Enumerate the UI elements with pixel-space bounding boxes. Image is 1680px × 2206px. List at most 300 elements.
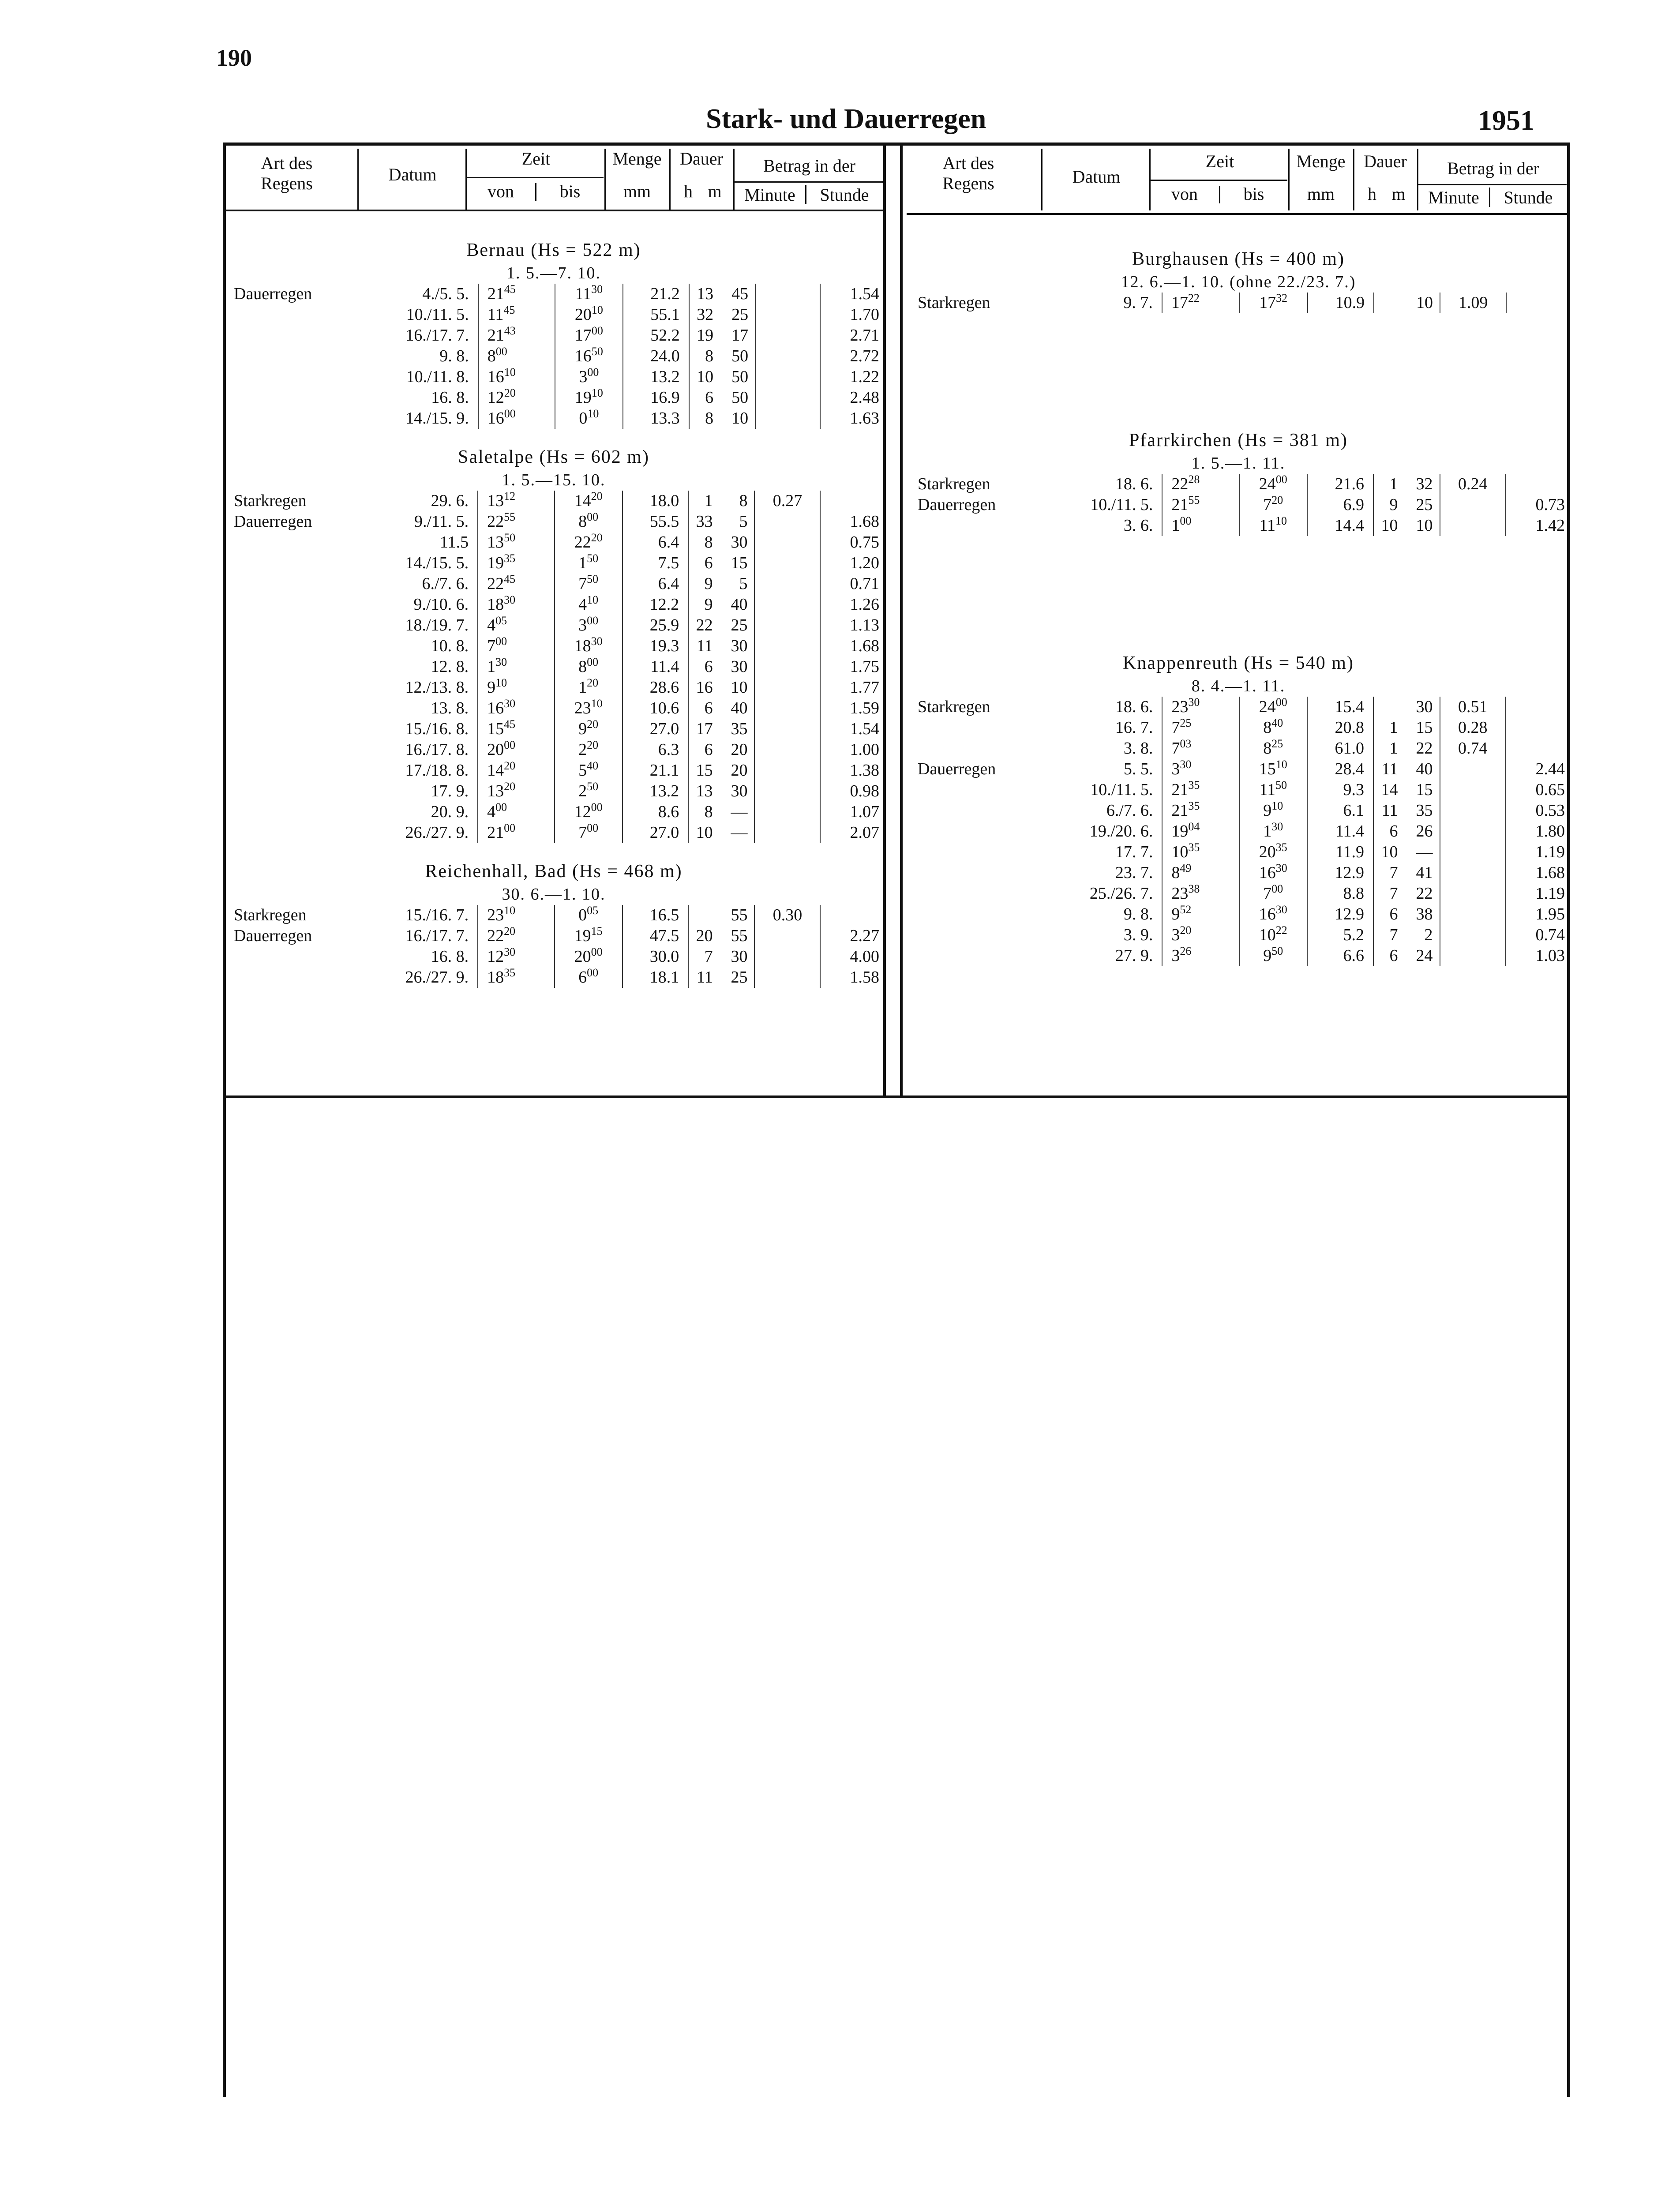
header-dauer: Dauer — [1364, 151, 1407, 171]
cell-bis-minute: 32 — [1276, 292, 1288, 304]
frame-section-line — [223, 1095, 1570, 1098]
cell-dauer-m: 30 — [731, 657, 748, 676]
cell-von-hour: 19 — [487, 554, 504, 572]
cell-menge: 11.4 — [1307, 821, 1373, 842]
cell-dauer-m: 30 — [731, 947, 748, 966]
right-column — [907, 143, 1570, 1095]
cell-datum: 3. 6. — [1123, 516, 1153, 535]
cell-bis-hour: 19 — [574, 927, 591, 945]
cell-datum: 26./27. 9. — [405, 823, 469, 842]
cell-datum: 18. 6. — [1115, 698, 1153, 716]
cell-von-hour: 21 — [1171, 495, 1189, 514]
cell-dauer-m: 5 — [739, 574, 748, 593]
cell-menge: 7.5 — [622, 553, 689, 574]
cell-stunde — [1506, 293, 1570, 313]
cell-menge: 6.4 — [622, 574, 689, 594]
cell-dauer-m: 38 — [1416, 905, 1433, 923]
station-pfarrkirchen — [907, 428, 1570, 536]
cell-bis — [1239, 863, 1307, 883]
table-row — [223, 946, 885, 967]
station-knappenreuth — [907, 651, 1570, 966]
cell-dauer-h: 11 — [1373, 800, 1402, 821]
cell-art — [223, 822, 366, 843]
header-mm: mm — [623, 181, 651, 201]
cell-von — [1162, 925, 1239, 945]
cell-bis — [1239, 904, 1307, 925]
cell-art: Starkregen — [918, 475, 990, 493]
cell-minute — [1440, 863, 1506, 883]
cell-art — [223, 781, 366, 802]
cell-stunde: 1.63 — [820, 408, 885, 429]
cell-art — [223, 325, 367, 346]
cell-bis-minute: 00 — [1271, 882, 1283, 895]
cell-von — [478, 511, 555, 532]
cell-bis-minute: 50 — [1275, 779, 1287, 792]
cell-bis-minute: 40 — [1271, 717, 1283, 729]
cell-datum: 9. 7. — [1123, 293, 1153, 312]
page-year: 1951 — [1478, 105, 1534, 136]
cell-von-hour: 13 — [487, 533, 504, 552]
cell-dauer-m: 35 — [731, 720, 748, 738]
station-rows — [223, 284, 885, 429]
header-von: von — [488, 181, 514, 201]
cell-von — [1162, 904, 1239, 925]
cell-bis-minute: 50 — [587, 552, 599, 565]
table-row — [907, 925, 1570, 945]
cell-bis — [1239, 821, 1307, 842]
cell-stunde: 1.68 — [820, 511, 885, 532]
cell-von-hour: 1 — [487, 657, 496, 676]
cell-stunde — [1506, 717, 1570, 738]
cell-bis — [555, 967, 622, 988]
cell-bis — [555, 553, 622, 574]
cell-datum: 17. 7. — [1115, 843, 1153, 861]
cell-dauer-m: 40 — [731, 595, 748, 614]
table-row — [907, 717, 1570, 738]
cell-von-hour: 21 — [1171, 780, 1189, 799]
cell-dauer-m: 30 — [1416, 698, 1433, 716]
header-bottom-rule — [223, 210, 885, 211]
cell-von-hour: 13 — [487, 491, 504, 510]
table-row — [907, 759, 1570, 780]
cell-dauer-m: 10 — [731, 409, 749, 428]
cell-von-hour: 16 — [487, 699, 504, 717]
cell-bis — [555, 574, 622, 594]
cell-bis-hour: 22 — [574, 533, 591, 552]
header-stunde: Stunde — [820, 185, 869, 205]
table-row — [223, 511, 885, 532]
cell-datum: 5. 5. — [1123, 760, 1153, 778]
cell-menge: 12.2 — [622, 594, 689, 615]
cell-von — [1162, 495, 1239, 515]
cell-art — [223, 615, 366, 636]
cell-bis-hour: 11 — [575, 285, 592, 303]
cell-dauer-h: 11 — [688, 636, 717, 657]
cell-art: Starkregen — [234, 491, 307, 510]
cell-bis-hour: 24 — [1259, 698, 1276, 716]
cell-art — [907, 904, 1050, 925]
cell-bis-minute: 20 — [591, 490, 603, 503]
cell-von — [478, 387, 555, 408]
station-name: Burghausen (Hs = 400 m) — [1132, 249, 1345, 269]
table-row — [223, 615, 885, 636]
cell-von — [478, 636, 555, 657]
header-betrag: Betrag in der — [763, 156, 855, 176]
cell-minute: 0.27 — [754, 491, 820, 511]
cell-bis-minute: 15 — [591, 925, 603, 938]
cell-art — [907, 945, 1050, 966]
cell-bis-hour: 17 — [574, 326, 592, 345]
cell-bis-hour: 8 — [1263, 739, 1272, 758]
cell-bis-minute: 10 — [591, 386, 603, 399]
cell-bis-hour: 24 — [1259, 475, 1276, 493]
cell-minute — [1440, 883, 1506, 904]
cell-menge: 8.6 — [622, 802, 689, 822]
cell-dauer-h: 33 — [688, 511, 717, 532]
cell-art — [907, 925, 1050, 945]
cell-dauer-h: 32 — [689, 304, 718, 325]
cell-dauer-m: 40 — [731, 699, 748, 717]
cell-menge: 12.9 — [1307, 904, 1373, 925]
cell-von — [1162, 780, 1239, 800]
cell-datum: 9./11. 5. — [414, 512, 469, 531]
cell-bis-minute: 30 — [591, 283, 603, 296]
cell-datum: 6./7. 6. — [1106, 801, 1153, 820]
table-row — [223, 532, 885, 553]
cell-bis-hour: 10 — [1259, 926, 1276, 944]
cell-datum: 18./19. 7. — [405, 616, 469, 634]
cell-stunde: 0.53 — [1506, 800, 1570, 821]
cell-bis — [555, 304, 623, 325]
cell-stunde: 1.19 — [1506, 842, 1570, 863]
cell-dauer-m: 45 — [731, 285, 749, 303]
cell-von-minute: 00 — [504, 407, 516, 420]
cell-bis — [555, 926, 622, 946]
cell-von — [478, 657, 555, 677]
cell-menge: 11.4 — [622, 657, 689, 677]
cell-dauer-h: 6 — [688, 553, 717, 574]
header-h: h — [684, 181, 693, 201]
cell-stunde: 1.03 — [1506, 945, 1570, 966]
cell-von — [478, 284, 555, 304]
cell-von-minute: 10 — [504, 904, 516, 917]
cell-von-hour: 23 — [1171, 698, 1189, 716]
cell-art — [907, 780, 1050, 800]
cell-stunde: 1.20 — [820, 553, 885, 574]
cell-menge: 27.0 — [622, 822, 689, 843]
cell-menge: 6.3 — [622, 739, 689, 760]
cell-datum: 12./13. 8. — [405, 678, 469, 697]
cell-dauer-h: 6 — [688, 698, 717, 719]
cell-art — [223, 698, 366, 719]
cell-von-minute: 25 — [1180, 717, 1192, 729]
left-column — [223, 143, 885, 1095]
cell-von-hour: 11 — [487, 305, 504, 324]
cell-dauer-m: 50 — [731, 388, 749, 407]
cell-dauer-h: 11 — [688, 967, 717, 988]
header-minute: Minute — [744, 185, 795, 205]
cell-datum: 19./20. 6. — [1089, 822, 1153, 840]
cell-dauer-m: 25 — [731, 305, 749, 324]
cell-bis-minute: 10 — [587, 593, 599, 606]
cell-art — [907, 863, 1050, 883]
header-datum: Datum — [1072, 167, 1121, 187]
cell-menge: 13.3 — [623, 408, 689, 429]
table-row — [223, 491, 885, 511]
cell-von — [1162, 293, 1239, 313]
cell-bis-minute: 40 — [587, 759, 599, 772]
cell-minute — [754, 594, 820, 615]
cell-von-hour: 21 — [487, 326, 504, 345]
table-row — [223, 636, 885, 657]
cell-dauer-m: — — [731, 803, 748, 821]
cell-dauer-h: 9 — [688, 574, 717, 594]
header-bis: bis — [559, 181, 581, 201]
cell-dauer-h: 6 — [689, 387, 718, 408]
cell-stunde — [1506, 738, 1570, 759]
table-row — [223, 408, 885, 429]
left-header — [223, 143, 885, 211]
cell-von-hour: 18 — [487, 595, 504, 614]
cell-art — [223, 408, 367, 429]
cell-minute — [754, 677, 820, 698]
cell-dauer-m: 30 — [731, 533, 748, 552]
cell-menge: 52.2 — [623, 325, 689, 346]
cell-bis-minute: 10 — [1275, 758, 1287, 771]
station-rows — [907, 293, 1570, 313]
cell-von — [478, 615, 555, 636]
cell-datum: 14./15. 5. — [405, 554, 469, 572]
cell-menge: 28.4 — [1307, 759, 1373, 780]
cell-von-hour: 8 — [487, 347, 496, 365]
cell-datum: 3. 8. — [1123, 739, 1153, 758]
cell-art — [907, 738, 1050, 759]
table-row — [223, 677, 885, 698]
cell-bis-hour: 16 — [1259, 863, 1276, 882]
station-period: 1. 5.—15. 10. — [502, 471, 606, 489]
cell-bis-hour: 4 — [578, 595, 587, 614]
cell-von-minute: 45 — [504, 573, 516, 585]
cell-bis-minute: 30 — [1271, 820, 1283, 833]
cell-bis-hour: 19 — [574, 388, 592, 407]
cell-von-minute: 50 — [504, 531, 516, 544]
cell-bis — [1239, 697, 1307, 717]
cell-von-minute: 52 — [1180, 903, 1192, 916]
cell-bis-minute: 00 — [587, 966, 599, 979]
cell-dauer-h: 10 — [1373, 515, 1402, 536]
cell-stunde: 1.42 — [1506, 515, 1570, 536]
cell-bis — [1239, 759, 1307, 780]
cell-bis-hour: 9 — [1263, 946, 1272, 965]
cell-von — [478, 719, 555, 739]
cell-bis-hour: 17 — [1259, 293, 1276, 312]
header-art: Art des Regens — [942, 153, 994, 193]
cell-stunde: 1.68 — [1506, 863, 1570, 883]
cell-bis-hour: 6 — [578, 968, 587, 987]
cell-minute: 0.51 — [1440, 697, 1506, 717]
header-zeit-rule — [467, 177, 604, 178]
cell-menge: 20.8 — [1307, 717, 1373, 738]
cell-dauer-m: 2 — [1424, 926, 1433, 944]
cell-art: Dauerregen — [234, 512, 312, 531]
cell-datum: 27. 9. — [1115, 946, 1153, 965]
cell-minute — [1440, 759, 1506, 780]
cell-dauer-m: 22 — [1416, 739, 1433, 758]
frame-mid-line-b — [900, 143, 903, 1095]
cell-von — [478, 346, 555, 367]
cell-bis — [555, 325, 623, 346]
cell-bis — [1239, 883, 1307, 904]
header-divider — [1041, 149, 1042, 210]
cell-dauer-h — [1374, 293, 1402, 313]
cell-von — [1162, 800, 1239, 821]
table-row — [223, 760, 885, 781]
cell-dauer-m: 30 — [731, 782, 748, 800]
cell-dauer-h: 10 — [689, 367, 718, 387]
cell-bis — [555, 636, 622, 657]
cell-von-minute: 20 — [504, 386, 516, 399]
cell-von-minute: 35 — [504, 552, 516, 565]
cell-bis — [555, 802, 622, 822]
cell-bis — [555, 677, 622, 698]
cell-dauer-h: 1 — [1373, 738, 1402, 759]
cell-datum: 16. 8. — [431, 388, 469, 407]
cell-bis — [1239, 842, 1307, 863]
cell-art — [907, 821, 1050, 842]
cell-bis — [555, 615, 622, 636]
cell-datum: 16. 7. — [1115, 718, 1153, 737]
cell-menge: 18.1 — [622, 967, 689, 988]
cell-bis-minute: 25 — [1271, 737, 1283, 750]
table-row — [223, 905, 885, 926]
cell-datum: 14./15. 9. — [405, 409, 469, 428]
station-period: 8. 4.—1. 11. — [1191, 677, 1286, 695]
right-body — [907, 231, 1570, 966]
cell-menge: 6.1 — [1307, 800, 1373, 821]
cell-bis-hour: 11 — [1259, 516, 1276, 535]
cell-von-hour: 9 — [1171, 905, 1180, 923]
cell-von-hour: 21 — [487, 285, 504, 303]
station-period: 1. 5.—7. 10. — [506, 264, 601, 282]
cell-bis-minute: 10 — [1271, 799, 1283, 812]
cell-von — [478, 905, 555, 926]
cell-dauer-m: 25 — [731, 616, 748, 634]
cell-bis-minute: 10 — [587, 407, 599, 420]
header-divider — [1219, 186, 1220, 203]
table-row — [223, 657, 885, 677]
cell-von-hour: 22 — [487, 927, 504, 945]
cell-bis — [555, 284, 623, 304]
cell-von-minute: 10 — [504, 366, 516, 379]
cell-dauer-h: 1 — [1373, 474, 1402, 495]
cell-bis-hour: 1 — [578, 554, 587, 572]
cell-menge: 12.9 — [1307, 863, 1373, 883]
cell-minute: 0.28 — [1440, 717, 1506, 738]
cell-von-hour: 4 — [487, 616, 496, 634]
cell-von-minute: 38 — [1188, 882, 1200, 895]
table-row — [907, 904, 1570, 925]
cell-bis-hour: 20 — [1259, 843, 1276, 861]
cell-von — [478, 946, 555, 967]
cell-von-hour: 12 — [487, 388, 504, 407]
cell-dauer-h — [688, 905, 717, 926]
cell-von-minute: 20 — [1180, 924, 1192, 937]
cell-dauer-h: 8 — [689, 408, 718, 429]
cell-menge: 21.1 — [622, 760, 689, 781]
cell-menge: 10.6 — [622, 698, 689, 719]
cell-minute — [1440, 945, 1506, 966]
cell-bis — [555, 594, 622, 615]
cell-minute — [754, 657, 820, 677]
cell-bis-minute: 00 — [591, 324, 603, 337]
cell-art — [223, 387, 367, 408]
cell-bis-minute: 30 — [1275, 903, 1287, 916]
cell-bis-minute: 20 — [587, 739, 599, 751]
cell-bis-minute: 20 — [587, 718, 599, 731]
cell-von — [1162, 515, 1239, 536]
cell-von-minute: 00 — [504, 739, 516, 751]
station-rows — [907, 474, 1570, 536]
header-betrag: Betrag in der — [1447, 158, 1539, 178]
table-row — [223, 346, 885, 367]
cell-von-minute: 45 — [503, 304, 515, 316]
cell-dauer-h: 8 — [688, 802, 717, 822]
station-period: 30. 6.—1. 10. — [502, 885, 606, 904]
cell-datum: 10./11. 5. — [1090, 780, 1153, 799]
cell-von — [478, 926, 555, 946]
table-row — [907, 474, 1570, 495]
cell-von — [478, 304, 555, 325]
cell-minute — [755, 284, 820, 304]
cell-datum: 15./16. 7. — [405, 906, 469, 924]
cell-menge: 15.4 — [1307, 697, 1373, 717]
cell-dauer-m: 50 — [731, 368, 749, 386]
cell-minute — [1440, 515, 1506, 536]
cell-von-hour: 10 — [1171, 843, 1189, 861]
cell-dauer-m: 55 — [731, 906, 748, 924]
cell-von — [1162, 945, 1239, 966]
cell-art — [223, 739, 366, 760]
cell-art: Starkregen — [918, 293, 990, 312]
cell-bis-minute: 00 — [591, 801, 603, 814]
cell-menge: 21.6 — [1307, 474, 1373, 495]
header-m: m — [1391, 184, 1406, 204]
cell-von — [478, 574, 555, 594]
cell-von — [1162, 738, 1239, 759]
station-name: Bernau (Hs = 522 m) — [466, 240, 641, 260]
table-row — [907, 293, 1570, 313]
cell-art: Dauerregen — [234, 285, 312, 303]
cell-stunde: 1.19 — [1506, 883, 1570, 904]
table-row — [907, 821, 1570, 842]
cell-von-hour: 22 — [487, 574, 504, 593]
cell-von-hour: 22 — [487, 512, 504, 531]
table-row — [223, 594, 885, 615]
cell-von-hour: 7 — [1171, 718, 1180, 737]
cell-stunde: 0.74 — [1506, 925, 1570, 945]
cell-bis-hour: 7 — [1263, 884, 1272, 903]
cell-stunde: 0.71 — [820, 574, 885, 594]
cell-bis-minute: 50 — [587, 780, 599, 793]
header-bottom-rule — [907, 213, 1570, 215]
cell-dauer-h: 13 — [688, 781, 717, 802]
cell-art: Starkregen — [918, 698, 990, 716]
table-row — [223, 387, 885, 408]
station-period: 12. 6.—1. 10. (ohne 22./23. 7.) — [1121, 273, 1356, 291]
cell-art: Dauerregen — [234, 927, 312, 945]
cell-bis-hour: 8 — [578, 657, 587, 676]
cell-stunde: 2.72 — [820, 346, 885, 367]
